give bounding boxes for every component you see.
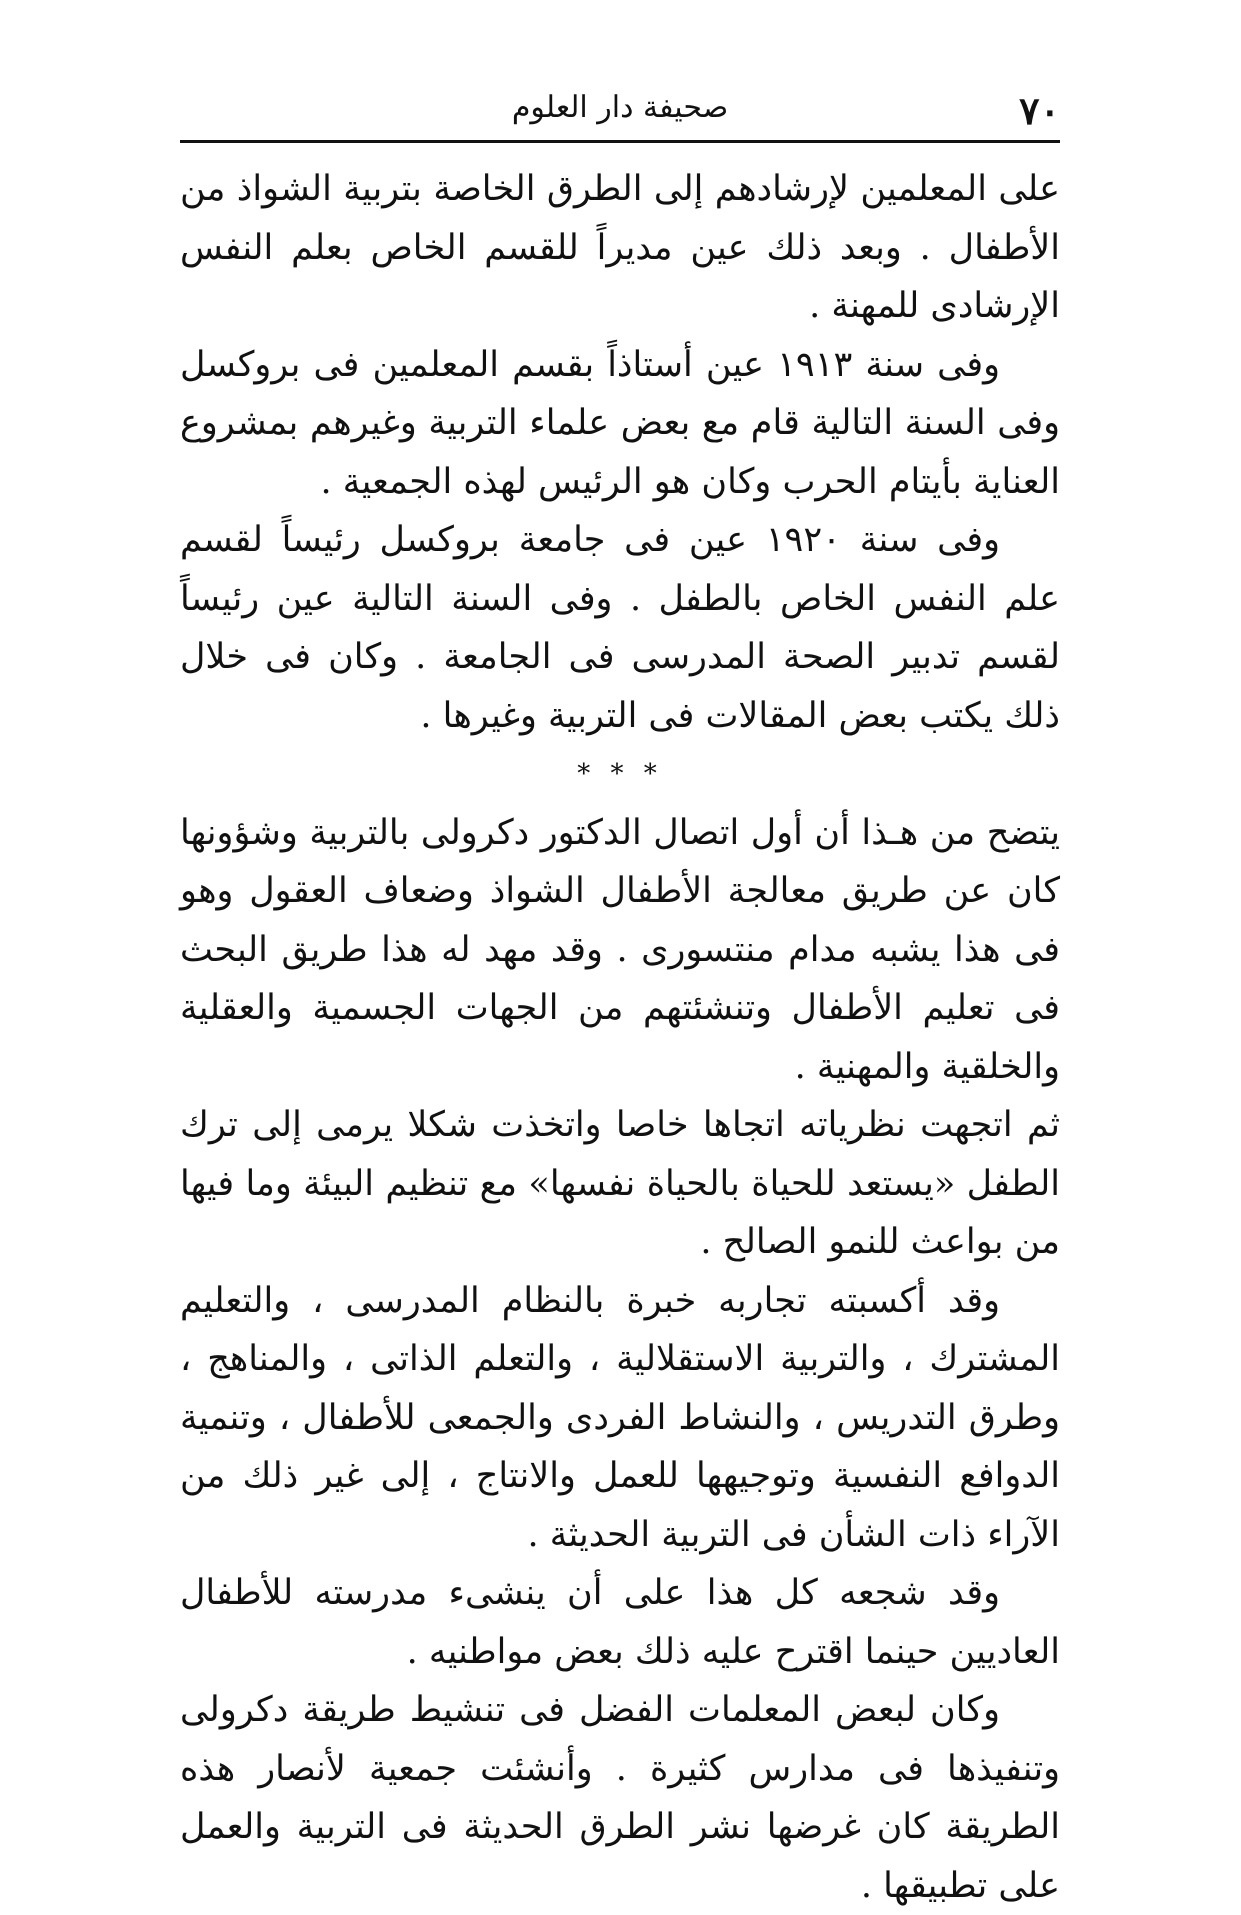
- paragraph-4: يتضح من هـذا أن أول اتصال الدكتور دكرولى بالتربية وشؤونها كان عن طريق معالجة الأطفال الشواذ وضعاف العقول وهو فى هذا يشبه مدام منتسورى . وقد مهد له هذا طريق البحث فى تعليم الأطفال وتنشئتهم من الجهات الجسمية والعقلية والخلقية والمهنية .: [180, 812, 1060, 1087]
- header-rule: [180, 140, 1060, 143]
- body-text: [180, 160, 1060, 1915]
- page-header: [180, 78, 1060, 148]
- paragraph-5: ثم اتجهت نظرياته اتجاها خاصا واتخذت شكلا يرمى إلى ترك الطفل «يستعد للحياة بالحياة نفسها» مع تنظيم البيئة وما فيها من بواعث للنمو الصالح .: [180, 1105, 1060, 1262]
- paragraph-6: وقد أكسبته تجاربه خبرة بالنظام المدرسى ، والتعليم المشترك ، والتربية الاستقلالية ، والتعلم الذاتى ، والمناهج ، وطرق التدريس ، والنشاط الفردى والجمعى للأطفال ، وتنمية الدوافع النفسية وتوجيهها للعمل والانتاج ، إلى غير ذلك من الآراء ذات الشأن فى التربية الحديثة .: [180, 1280, 1060, 1555]
- page-number: ٧٠: [1019, 88, 1060, 133]
- paragraph-2: وفى سنة ١٩١٣ عين أستاذاً بقسم المعلمين فى بروكسل وفى السنة التالية قام مع بعض علماء التربية وغيرهم بمشروع العناية بأيتام الحرب وكان هو الرئيس لهذه الجمعية .: [180, 344, 1060, 502]
- paragraph-1: على المعلمين لإرشادهم إلى الطرق الخاصة بتربية الشواذ من الأطفال . وبعد ذلك عين مديراً للقسم الخاص بعلم النفس الإرشادى للمهنة .: [180, 169, 1060, 326]
- paragraph-8: وكان لبعض المعلمات الفضل فى تنشيط طريقة دكرولى وتنفيذها فى مدارس كثيرة . وأنشئت جمعية لأنصار هذه الطريقة كان غرضها نشر الطرق الحديثة فى التربية والعمل على تطبيقها .: [180, 1690, 1060, 1906]
- running-title: صحيفة دار العلوم: [511, 90, 729, 125]
- section-separator: * * *: [577, 759, 663, 789]
- paragraph-7: وقد شجعه كل هذا على أن ينشىء مدرسته للأطفال العاديين حينما اقترح عليه ذلك بعض مواطنيه .: [180, 1573, 1060, 1672]
- paragraph-3: وفى سنة ١٩٢٠ عين فى جامعة بروكسل رئيساً لقسم علم النفس الخاص بالطفل . وفى السنة التالية عين رئيساً لقسم تدبير الصحة المدرسى فى الجامعة . وكان فى خلال ذلك يكتب بعض المقالات فى التربية وغيرها .: [180, 520, 1060, 736]
